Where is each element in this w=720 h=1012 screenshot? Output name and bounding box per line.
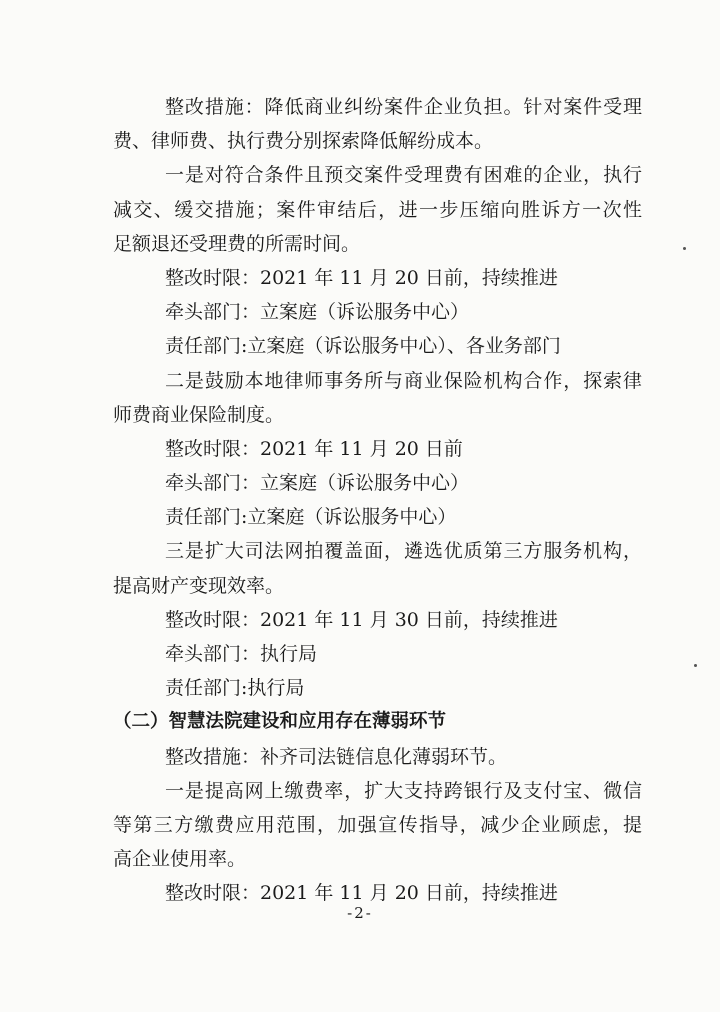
text-line: 牵头部门：立案庭（诉讼服务中心） xyxy=(165,301,470,324)
text-line: 高企业使用率。 xyxy=(113,848,247,871)
scan-speck xyxy=(694,664,697,667)
text-line: 责任部门:立案庭（诉讼服务中心） xyxy=(165,506,457,529)
text-line: 整改时限：2021 年 11 月 30 日前，持续推进 xyxy=(165,608,558,631)
text-line: 等第三方缴费应用范围，加强宣传指导，减少企业顾虑，提 xyxy=(113,813,642,836)
text-line: 三是扩大司法网拍覆盖面，遴选优质第三方服务机构， xyxy=(165,540,642,563)
text-line: 牵头部门：执行局 xyxy=(165,643,318,665)
text-line: 费、律师费、执行费分别探索降低解纷成本。 xyxy=(113,130,494,153)
text-line: 整改时限：2021 年 11 月 20 日前 xyxy=(165,437,463,460)
text-line: 师费商业保险制度。 xyxy=(113,403,285,426)
document-body xyxy=(113,90,642,911)
text-line: 整改措施：补齐司法链信息化薄弱环节。 xyxy=(165,745,508,768)
text-line: 减交、缓交措施；案件审结后，进一步压缩向胜诉方一次性 xyxy=(113,198,642,221)
text-line: 整改时限：2021 年 11 月 20 日前，持续推进 xyxy=(165,882,558,905)
text-line: 一是对符合条件且预交案件受理费有困难的企业，执行 xyxy=(165,164,642,187)
text-line: 整改措施：降低商业纠纷案件企业负担。针对案件受理 xyxy=(165,96,642,118)
text-line: 牵头部门：立案庭（诉讼服务中心） xyxy=(165,472,470,495)
scan-speck xyxy=(683,247,686,250)
text-line: 足额退还受理费的所需时间。 xyxy=(113,232,361,255)
text-line: 二是鼓励本地律师事务所与商业保险机构合作，探索律 xyxy=(165,369,642,392)
text-line: 提高财产变现效率。 xyxy=(113,574,285,597)
text-line: 责任部门:执行局 xyxy=(165,677,305,700)
page-number: -2- xyxy=(347,904,373,922)
text-line: 责任部门:立案庭（诉讼服务中心）、各业务部门 xyxy=(165,335,561,358)
text-line: 整改时限：2021 年 11 月 20 日前，持续推进 xyxy=(165,266,558,289)
text-line: 一是提高网上缴费率，扩大支持跨银行及支付宝、微信 xyxy=(165,779,642,802)
section-heading: （二）智慧法院建设和应用存在薄弱环节 xyxy=(113,711,447,733)
